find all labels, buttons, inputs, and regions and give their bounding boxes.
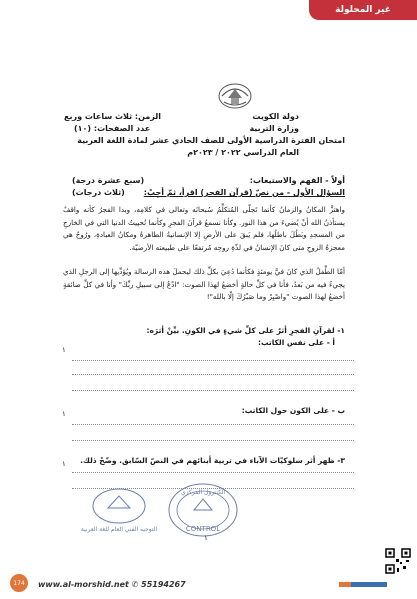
- score-mark: ١: [62, 410, 66, 418]
- section-score: (سبع عشرة درجة): [72, 176, 145, 185]
- page-badge-label: 174: [13, 579, 25, 587]
- control-stamp-top: الكنترول المركزي: [180, 489, 226, 496]
- top-bar: [0, 0, 417, 20]
- exam-year: العام الدراسي ٢٠٢٢ / ٢٠٢٣م: [187, 148, 299, 157]
- answer-line[interactable]: [72, 390, 354, 391]
- score-mark: ١: [62, 460, 66, 468]
- section-heading: أولاً - الفهم والاستيعاب:: [249, 176, 345, 185]
- category-tab-label: غير المحلولة: [335, 5, 391, 15]
- control-stamp-caption: CONTROL: [185, 525, 221, 533]
- question-item-1: ١- لقرآنِ الفجرِ أثرٌ على كلِّ شيءٍ في الكونِ. بيِّنْ أثرَه:: [146, 326, 345, 335]
- kuwait-emblem-icon: [216, 80, 254, 110]
- question-item-1a: أ - على نفس الكاتب:: [257, 338, 335, 347]
- answer-line[interactable]: [72, 472, 354, 473]
- qr-code-icon[interactable]: [385, 548, 411, 574]
- question-item-3: ٣- ظهر أثر سلوكيّات الآباء في تربية أبنائهم في النصّ السّابق. وضّحْ ذلك.: [80, 456, 345, 465]
- question-item-1b: ب - على الكون حول الكاتب:: [241, 406, 345, 415]
- question-score: (ثلاث درجات): [72, 188, 125, 197]
- header-ministry: وزارة التربية: [249, 124, 299, 133]
- header-state: دولة الكويت: [252, 112, 299, 121]
- footer-decoration: [339, 582, 387, 587]
- page-badge: [10, 574, 28, 592]
- passage-paragraph-1: واهتزَّ المكانُ والزمانُ كأنما تَجلّى المُتكلِّمُ سُبحانَه وتعالى في كلامِه، وبدا الفجرُ كأنه واقفٌ يستأذنُ الله أنْ يُضيءَ من هذا النور. وكأنا نسمعُ قرآنَ الفجرِ وكأنما نُحييتُ الدنيا التي في الخارجِ من المسجدِ وبَطُلَ باطلُها، فلم يَبقَ على الأرضِ إلا الإنسانيةُ الطاهرةُ ومكانُ العبادةِ، ورُوحٌ هي معجزةُ الزوحِ متى كانَ الإنسانُ في لذّةِ روحِه مُرتفعًا على طبيعته الأرضيّة.: [63, 205, 345, 252]
- passage-paragraph-2: أمّا الطِّفلُ الذي كانَ فيَّ يومئذٍ فكأنما دُعِيَ بكلِّ ذلك ليحملَ هذه الرسالة ويُؤدِّيها إلى الرجلِ الذي يجيءُ فيه من بَعدُ، فأنا في كلِّ حالةٍ أخضعُ لهذا الصوت: "ادْعُ إلى سبيلِ ربِّكَ" وأنا في كلِّ ضائقةٍ أخضعُ لهذا الصوت "واصْبِرْ وما صَبْرُكَ إلّا بالله"!: [63, 267, 345, 302]
- question-heading: السؤال الأول - من نصّ (قرآن الفجر) اقرأ، ثمّ أجِبْ:: [143, 188, 345, 197]
- footer-website[interactable]: www.al-morshid.net ✆ 55194267: [38, 580, 186, 589]
- page-number: ١: [204, 534, 208, 542]
- answer-line[interactable]: [72, 360, 354, 361]
- score-mark: ١: [62, 346, 66, 354]
- answer-line[interactable]: [72, 374, 354, 375]
- exam-title: امتحان الفترة الدراسية الأولى للصف الحادي عشر لمادة اللغة العربية: [77, 136, 345, 145]
- guidance-stamp: [78, 486, 160, 534]
- answer-line[interactable]: [72, 440, 354, 441]
- category-tab[interactable]: [309, 0, 417, 20]
- header-time: الزمن: ثلاث ساعات وربع: [64, 112, 161, 121]
- header-pages: عدد الصفحات: (١٠): [74, 124, 151, 133]
- control-stamp: [166, 480, 240, 542]
- answer-line[interactable]: [72, 424, 354, 425]
- guidance-stamp-caption: التوجيه الفني العام للغة العربية: [80, 526, 158, 533]
